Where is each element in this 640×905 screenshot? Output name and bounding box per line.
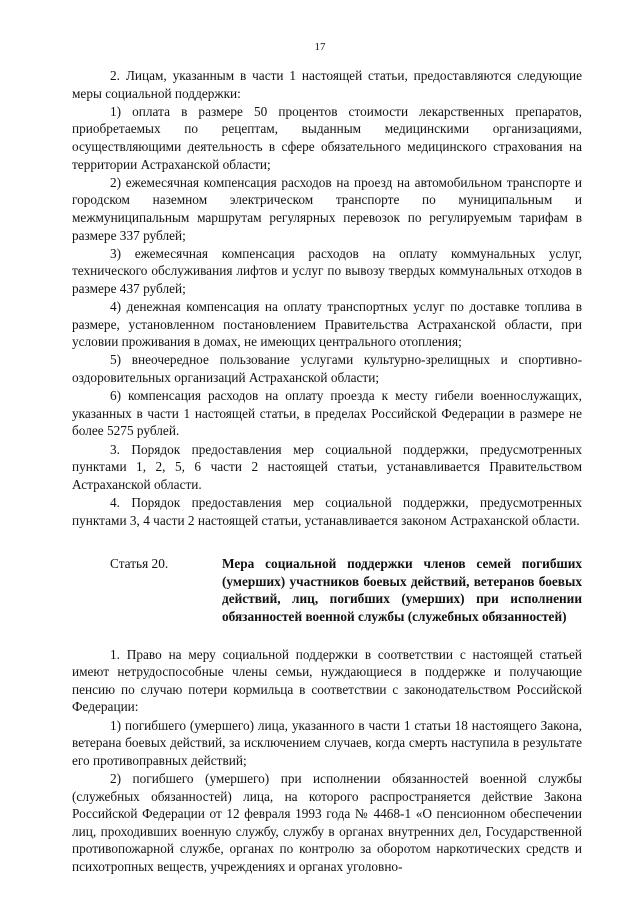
- article-label: Статья 20.: [110, 556, 169, 572]
- paragraph: 2) погибшего (умершего) при исполнении обязанностей военной службы (служебных обязанностей) лица, на которого распространяется действие Закона Российской Федерации от 12 февраля 1993 года № 4468-1 «О пенсионном обеспечении лиц, проходивших военную службу, службу в органах внутренних дел, Государственной противопожарной службе, органах по контролю за оборотом наркотических средств и психотропных веществ, учреждениях и органах уголовно-: [72, 770, 582, 874]
- page-number: 17: [314, 41, 326, 53]
- paragraph: 1) погибшего (умершего) лица, указанного в части 1 статьи 18 настоящего Закона, ветерана боевых действий, за исключением случаев, когда смерть наступила в результате его противоправных действий;: [72, 717, 582, 768]
- paragraph: 2. Лицам, указанным в части 1 настоящей статьи, предоставляются следующие меры социальной поддержки:: [72, 68, 582, 101]
- paragraph: 6) компенсация расходов на оплату проезда к месту гибели военнослужащих, указанных в части 1 настоящей статьи, в пределах Российской Федерации в размере не более 5275 рублей.: [72, 388, 582, 439]
- article-title: Мера социальной поддержки членов семей погибших (умерших) участников боевых действий, ветеранов боевых действий, лиц, погибших (умерших) при исполнении обязанностей военной службы (служебных обязанностей): [222, 556, 582, 624]
- paragraph: 4) денежная компенсация на оплату транспортных услуг по доставке топлива в размере, установленном постановлением Правительства Астраханской области, при условии проживания в домах, не имеющих центрального отопления;: [72, 299, 582, 350]
- paragraph: 1. Право на меру социальной поддержки в соответствии с настоящей статьей имеют нетрудоспособные члены семьи, нуждающиеся в поддержке и получающие пенсию по случаю потери кормильца в соответствии с законодательством Российской Федерации:: [72, 646, 582, 715]
- document-body: [72, 67, 582, 875]
- paragraph: 5) внеочередное пользование услугами культурно-зрелищных и спортивно-оздоровительных организаций Астраханской области;: [72, 352, 582, 386]
- paragraph: 3) ежемесячная компенсация расходов на оплату коммунальных услуг, технического обслуживания лифтов и услуг по вывозу твердых коммунальных отходов в размере 437 рублей;: [72, 245, 582, 296]
- paragraph: 1) оплата в размере 50 процентов стоимости лекарственных препаратов, приобретаемых по рецептам, выданным медицинскими организациями, осуществляющими деятельность в сфере обязательного медицинского страхования на территории Астраханской области;: [72, 103, 582, 172]
- article-heading: [72, 555, 582, 625]
- paragraph: 3. Порядок предоставления мер социальной поддержки, предусмотренных пунктами 1, 2, 5, 6 части 2 настоящей статьи, устанавливается Правительством Астраханской области.: [72, 441, 582, 492]
- paragraph: 4. Порядок предоставления мер социальной поддержки, предусмотренных пунктами 3, 4 части 2 настоящей статьи, устанавливается законом Астраханской области.: [72, 495, 582, 528]
- paragraph: 2) ежемесячная компенсация расходов на проезд на автомобильном транспорте и городском наземном электрическом транспорте по муниципальным и межмуниципальным маршрутам регулярных перевозок по регулируемым тарифам в размере 337 рублей;: [72, 174, 582, 243]
